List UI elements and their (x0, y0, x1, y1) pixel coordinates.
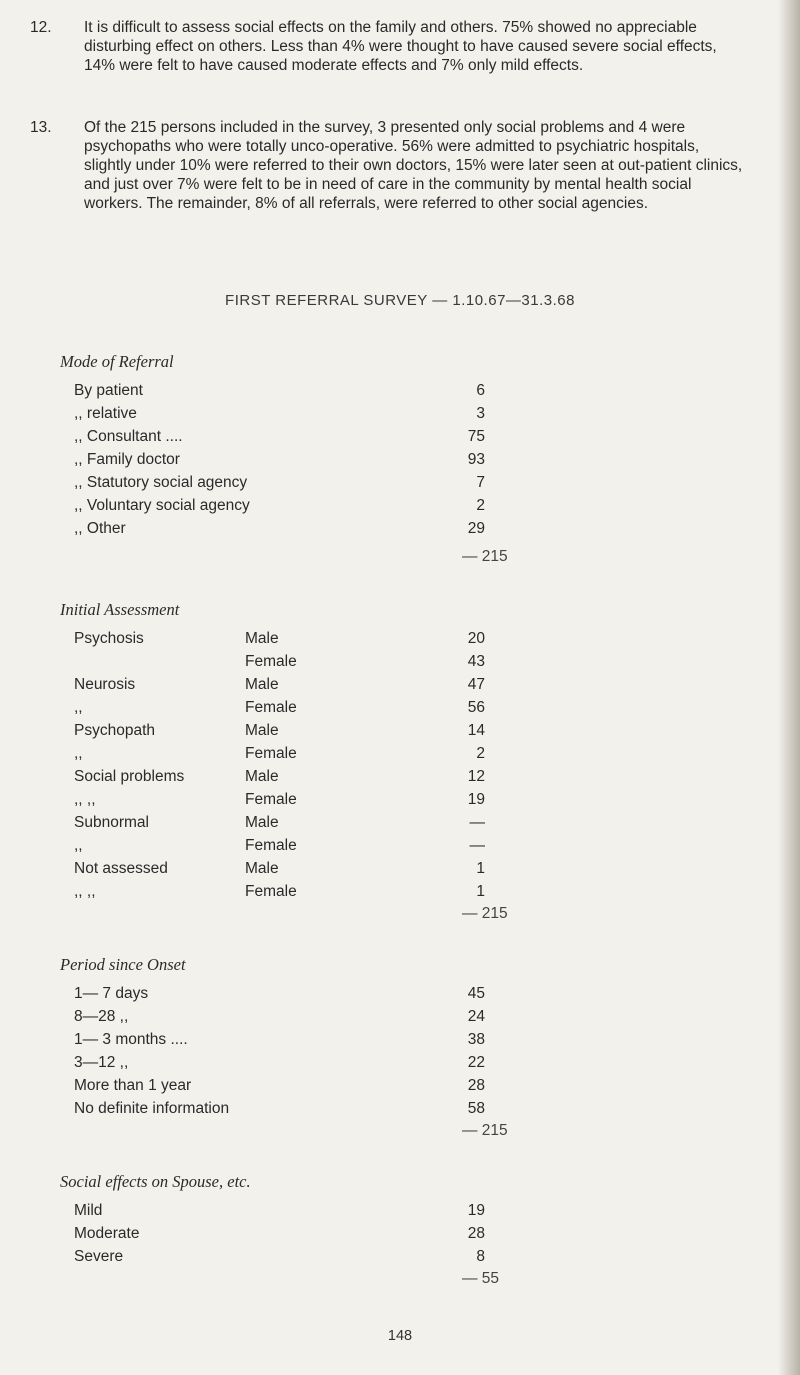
row-value: 45 (467, 985, 485, 1002)
row-sex: Male (245, 814, 279, 831)
table-row (0, 1077, 800, 1097)
row-label: ,, Statutory social agency (74, 474, 248, 491)
row-value: 2 (476, 497, 485, 514)
table-row (0, 699, 800, 719)
table-row (0, 1031, 800, 1051)
section-title: Mode of Referral (60, 352, 174, 371)
table-row (0, 860, 800, 880)
page-number: 148 (387, 1328, 413, 1344)
section-total: — 215 (462, 905, 508, 922)
row-label: Psychosis (74, 630, 144, 647)
table-row (0, 497, 800, 517)
row-label: ,, (74, 745, 83, 762)
row-value: 29 (467, 520, 485, 537)
paragraph-12 (30, 18, 748, 75)
row-label: 1— 3 months .... (74, 1031, 188, 1048)
table-row (0, 451, 800, 471)
row-label: 3—12 ,, (74, 1054, 129, 1071)
row-value: 56 (467, 699, 485, 716)
row-value: 1 (476, 883, 485, 900)
section-total: — 215 (462, 548, 508, 565)
row-value: 24 (467, 1008, 485, 1025)
table-row (0, 745, 800, 765)
row-value: 22 (467, 1054, 485, 1071)
table-row (0, 630, 800, 650)
table-row (0, 428, 800, 448)
row-value: 43 (467, 653, 485, 670)
row-label: ,, ,, (74, 791, 96, 808)
row-label: Psychopath (74, 722, 155, 739)
row-label: No definite information (74, 1100, 230, 1117)
row-value: 28 (467, 1225, 485, 1242)
row-value: 19 (467, 791, 485, 808)
table-row (0, 722, 800, 742)
row-value: 1 (476, 860, 485, 877)
table-row (0, 474, 800, 494)
section-title: Initial Assessment (60, 600, 180, 619)
table-row (0, 883, 800, 903)
table-row (0, 837, 800, 857)
row-label: ,, Consultant .... (74, 428, 183, 445)
row-label: Subnormal (74, 814, 149, 831)
row-value: 7 (476, 474, 485, 491)
row-value: 93 (467, 451, 485, 468)
section-total: — 215 (462, 1122, 508, 1139)
row-label: Social problems (74, 768, 185, 785)
row-label: Mild (74, 1202, 103, 1219)
row-label: More than 1 year (74, 1077, 192, 1094)
row-value: — (469, 837, 485, 854)
row-label: ,, (74, 699, 83, 716)
table-row (0, 1202, 800, 1222)
table-row (0, 676, 800, 696)
row-value: 2 (476, 745, 485, 762)
row-label: Moderate (74, 1225, 140, 1242)
table-row (0, 985, 800, 1005)
row-sex: Male (245, 860, 279, 877)
row-label: 1— 7 days (74, 985, 149, 1002)
row-value: 28 (467, 1077, 485, 1094)
row-value: 38 (467, 1031, 485, 1048)
row-label: Not assessed (74, 860, 168, 877)
section-title: Period since Onset (60, 955, 186, 974)
row-label: 8—28 ,, (74, 1008, 129, 1025)
section-total: — 55 (462, 1270, 500, 1287)
row-label: By patient (74, 382, 143, 399)
row-sex: Female (245, 883, 297, 900)
row-label: ,, Other (74, 520, 126, 537)
paragraph-number: 12. (30, 19, 52, 36)
paragraph-text: Of the 215 persons included in the survey, 3 presented only social problems and 4 were psychopaths who were totally unco-operative. 56% were admitted to psychiatric hospitals, slightly under 10% were referred to their own doctors, 15% were later seen at out-patient clinics, and just over 7% were felt to be in need of care in the community by mental health social workers. The remainder, 8% of all referrals, were referred to other social agencies. (84, 119, 743, 212)
paragraph-text: It is difficult to assess social effects on the family and others. 75% showed no appreciable disturbing effect on others. Less than 4% were thought to have caused severe social effects, 14% were felt to have caused moderate effects and 7% only mild effects. (84, 19, 717, 74)
table-row (0, 1100, 800, 1120)
row-label: ,, ,, (74, 883, 96, 900)
row-label: ,, Voluntary social agency (74, 497, 250, 514)
row-value: 58 (467, 1100, 485, 1117)
row-sex: Male (245, 768, 279, 785)
row-label: ,, (74, 837, 83, 854)
row-value: 12 (467, 768, 485, 785)
row-value: 8 (476, 1248, 485, 1265)
row-value: 19 (467, 1202, 485, 1219)
row-value: 47 (467, 676, 485, 693)
row-value: 75 (467, 428, 485, 445)
table-row (0, 405, 800, 425)
row-sex: Male (245, 722, 279, 739)
row-value: 6 (476, 382, 485, 399)
row-label: Neurosis (74, 676, 136, 693)
table-row (0, 814, 800, 834)
table-row (0, 653, 800, 673)
row-label: ,, relative (74, 405, 137, 422)
row-value: 14 (467, 722, 485, 739)
row-label: Severe (74, 1248, 124, 1265)
table-row (0, 791, 800, 811)
table-row (0, 520, 800, 540)
row-sex: Female (245, 837, 297, 854)
table-row (0, 382, 800, 402)
table-row (0, 1225, 800, 1245)
row-sex: Female (245, 745, 297, 762)
row-sex: Male (245, 630, 279, 647)
row-sex: Female (245, 791, 297, 808)
row-sex: Male (245, 676, 279, 693)
row-label: ,, Family doctor (74, 451, 180, 468)
row-value: — (469, 814, 485, 831)
paragraph-13 (30, 118, 748, 213)
table-row (0, 768, 800, 788)
table-row (0, 1248, 800, 1268)
table-row (0, 1054, 800, 1074)
row-value: 3 (476, 405, 485, 422)
paragraph-number: 13. (30, 119, 52, 136)
row-sex: Female (245, 653, 297, 670)
row-sex: Female (245, 699, 297, 716)
row-value: 20 (467, 630, 485, 647)
section-title: Social effects on Spouse, etc. (60, 1172, 251, 1191)
survey-title: FIRST REFERRAL SURVEY — 1.10.67—31.3.68 (225, 292, 575, 309)
table-row (0, 1008, 800, 1028)
